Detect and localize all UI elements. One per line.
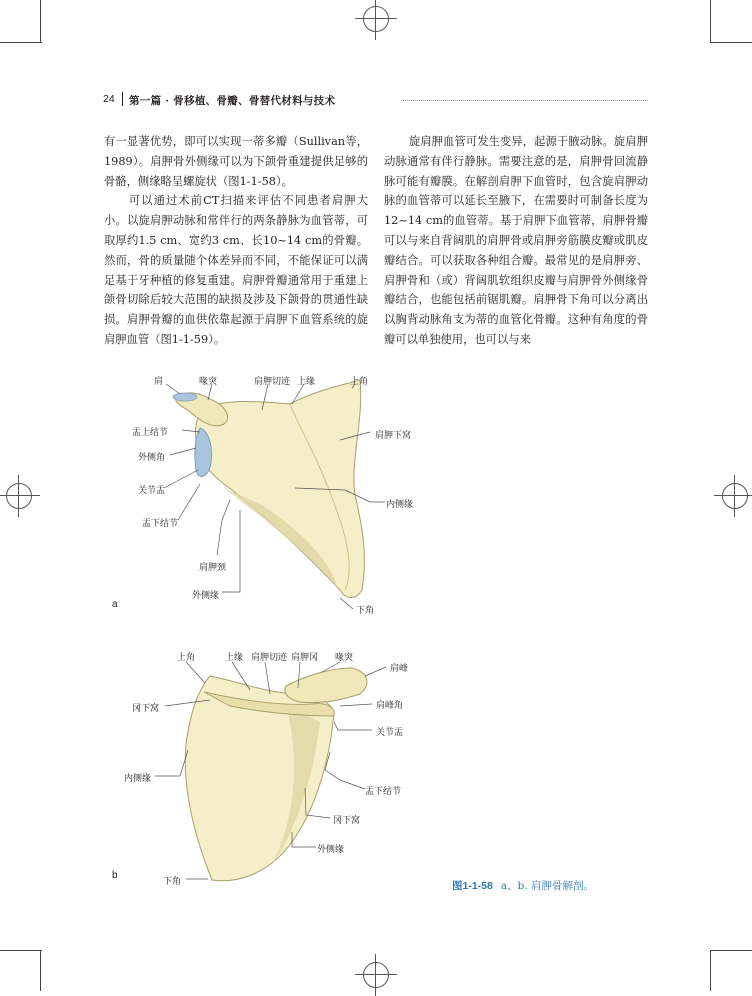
paragraph: 有一显著优势，即可以实现一蒂多瓣（Sullivan等，1989）。肩胛骨外侧缘可以为下颌骨重建提供足够的骨骼，侧缘略呈螺旋状（图1-1-58）。 (104, 135, 368, 188)
panel-label-a: a (112, 599, 118, 610)
label-inferior-angle: 下角 (356, 606, 375, 616)
label-medial-border: 内侧缘 (124, 774, 152, 784)
label-glenoid: 关节盂 (376, 728, 404, 738)
label-acromial-angle: 肩峰角 (376, 701, 404, 711)
figure-caption (452, 878, 594, 893)
figure-number: 图1-1-58 (452, 880, 493, 892)
paragraph: 旋肩胛血管可发生变异，起源于腋动脉。旋肩胛动脉通常有伴行静脉。需要注意的是，肩胛骨回流静脉可能有瓣膜。在解剖肩胛下血管时，包含旋肩胛动脉的血管蒂可以延长至腋下，在需要时可制备长度为12~14 cm的血管蒂。基于肩胛下血管蒂，肩胛骨瓣可以与来自背阔肌的肩胛骨或肩胛旁筋膜皮瓣或肌皮瓣结合。可以获取各种组合瓣。最常见的是肩胛旁、肩胛骨和（或）背阔肌软组织皮瓣与肩胛骨外侧缘骨瓣结合，也能包括前锯肌瓣。肩胛骨下角可以分离出以胸背动脉角支为蒂的血管化骨瓣。这种有角度的骨瓣可以单独使用，也可以与来 (384, 135, 648, 346)
label-superior-angle: 上角 (350, 377, 369, 387)
label-suprascapular-notch: 肩胛切迹 (251, 653, 288, 663)
label-infraspinous-fossa: 冈下窝 (132, 704, 160, 714)
label-infraglenoid-tubercle: 盂下结节 (365, 787, 402, 797)
label-subscapular-fossa: 肩胛下窝 (375, 431, 412, 441)
scapula-anterior-drawing (164, 380, 385, 609)
label-superior-angle: 上角 (177, 653, 196, 663)
label-coracoid: 喙突 (199, 377, 218, 387)
page-number: 24 (103, 93, 115, 105)
label-lateral-angle: 外侧角 (138, 453, 166, 463)
panel-label-b: b (112, 870, 118, 881)
scapula-posterior-drawing (155, 662, 386, 881)
label-inferior-angle: 下角 (163, 877, 182, 887)
label-infraspinous-fossa-lower: 冈下窝 (333, 816, 361, 826)
figure-caption-text: a、b. 肩胛骨解剖。 (500, 880, 595, 892)
label-scapular-neck: 肩胛颈 (199, 563, 227, 573)
label-glenoid: 关节盂 (138, 486, 166, 496)
label-lateral-border: 外侧缘 (317, 845, 345, 855)
label-infraglenoid-tubercle: 盂下结节 (142, 519, 179, 529)
label-superior-border: 上缘 (225, 653, 244, 663)
label-suprascapular-notch: 肩胛切迹 (254, 377, 291, 387)
label-superior-border: 上缘 (297, 377, 316, 387)
label-acromion: 肩峰 (390, 664, 409, 674)
label-scapular-spine: 肩胛冈 (291, 653, 319, 663)
label-coracoid: 喙突 (335, 653, 354, 663)
running-title: 第一篇 · 骨移植、骨瓣、骨替代材料与技术 (129, 95, 336, 107)
label-acromion: 肩 (154, 377, 164, 387)
paragraph: 可以通过术前CT扫描来评估不同患者肩胛大小。以旋肩胛动脉和常伴行的两条静脉为血管蒂，可取厚约1.5 cm、宽约3 cm、长10~14 cm的骨瓣。然而，骨的质量随个体差异而不同，不能保证可以满足基于牙种植的修复重建。肩胛骨瓣通常用于重建上颌骨切除后较大范围的缺损及涉及下颌骨的贯通性缺损。肩胛骨瓣的血供依靠起源于肩胛下血管系统的旋肩胛血管（图1-1-59）。 (104, 194, 368, 346)
label-supraglenoid-tubercle: 盂上结节 (132, 428, 169, 438)
label-lateral-border: 外侧缘 (192, 591, 220, 601)
label-medial-border: 内侧缘 (386, 500, 414, 510)
